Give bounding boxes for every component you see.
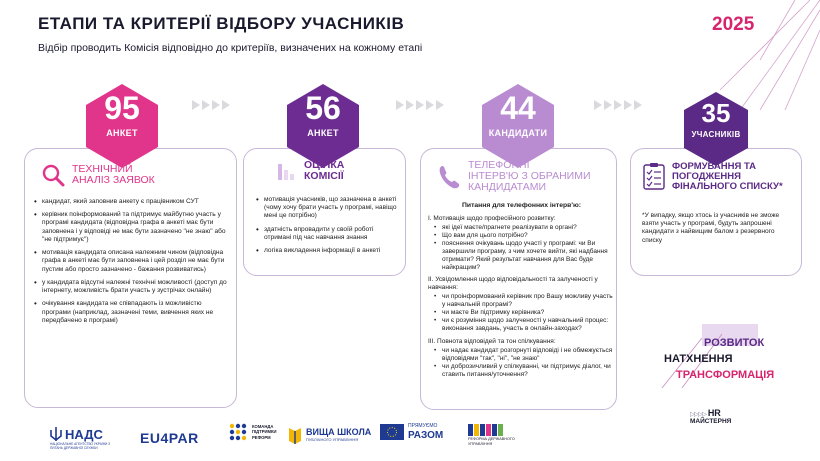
list-item: • у кандидата відсутні належні технічні можливості (доступ до інтернету, можливість брати участь у зустрічах онлайн) [34,279,230,295]
stage-4-header [642,162,783,192]
stage-2-count: 56 [305,90,341,126]
list-item: • мотивація учасників, що зазначена в анкеті (чому хочу брати участь у програмі, навіщо мені це потрібно) [256,196,402,221]
list-item: • чи маєте Ви підтримку керівника? [428,309,614,317]
arrow-3-4 [594,100,642,110]
stage-4-unit: УЧАСНИКІВ [691,130,741,139]
section-heading: II. Усвідомлення щодо відповідальності та залученості у навчання: [428,276,598,292]
page-title: ЕТАПИ ТА КРИТЕРІЇ ВІДБОРУ УЧАСНИКІВ [38,14,405,33]
reform-logo: РЕФОРМА ДЕРЖАВНОГО УПРАВЛІННЯ [468,424,515,446]
eu-flag-icon [380,424,404,440]
team-reform-logo: КОМАНДА ПІДТРИМКИ РЕФОРМ [228,422,277,442]
stage-4-title: ФОРМУВАННЯ ТА ПОГОДЖЕННЯ ФІНАЛЬНОГО СПИСКУ* [672,161,783,192]
stage-4-hexagon [682,90,750,168]
checklist-icon [642,163,666,191]
hr-workshop-badge: ▷▷▷▷ HR МАЙСТЕРНЯ [690,408,732,425]
list-item: • очікування кандидата не співпадають із можливістю програми (наприклад, зазначені теми, вивчення яких не передбачено в програмі) [34,300,230,325]
section-heading: III. Повнота відповідей та тон спілкування: [428,337,556,345]
partner-logos [0,420,820,460]
stage-3-hexagon [480,82,556,170]
eu4par-logo: EU4PAR [140,430,199,446]
stage-1-title: ТЕХНІЧНИЙ АНАЛІЗ ЗАЯВОК [72,162,155,186]
list-item: • які ідеї маєте/прагнете реалізувати в органі? [428,224,614,232]
stage-2-criteria [256,196,402,260]
book-icon [288,426,302,444]
magnifier-icon [40,162,66,188]
arrow-2-3 [396,100,444,110]
stage-4-count: 35 [701,98,731,128]
year-label: 2025 [712,14,755,35]
phone-icon [436,163,462,191]
stage-1-criteria [34,198,230,330]
tagline: РОЗВИТОК НАТХНЕННЯ ТРАНСФОРМАЦІЯ [664,337,775,381]
list-item: • логіка викладення інформації в анкеті [256,247,402,255]
stage-1-header [40,162,155,188]
stage-3-unit: КАНДИДАТИ [488,128,548,138]
nads-logo: НАДС НАЦІОНАЛЬНЕ АГЕНТСТВО УКРАЇНИ З ПИТАНЬ ДЕРЖАВНОЇ СЛУЖБИ [50,426,111,450]
trident-icon [50,426,62,442]
questions-heading: Питання для телефонних інтерв'ю: [462,202,582,209]
bar-chart-icon [276,160,298,182]
arrow-1-2 [192,100,230,110]
list-item: • Що вам для цього потрібно? [428,232,614,240]
stage-3-header [436,160,591,193]
questions-list [428,213,614,384]
stage-1-unit: АНКЕТ [106,128,138,138]
list-item: • чи доброзичливий у спілкуванні, чи підтримує діалог, чи ставить питання/уточнення? [428,363,614,379]
section-heading: I. Мотивація щодо професійного розвитку: [428,215,556,222]
vsha-logo: ВИЩА ШКОЛА ПУБЛІЧНОГО УПРАВЛІННЯ [288,426,371,444]
stage-1-hexagon [84,82,160,170]
list-item: • здатність впровадити у своїй роботі отримані під час навчання знання [256,226,402,242]
stage-2-title: ОЦІНКА КОМІСІЇ [304,159,345,183]
list-item: • пояснення очікувань щодо участі у програмі: чи Ви завершили програму, з чим хочете вийти, які надбання отримати? Який результат навчання для Вас буде найкращим? [428,240,614,272]
stage-2-unit: АНКЕТ [307,128,339,138]
razom-logo: ПРЯМУЄМО РАЗОМ [380,424,443,441]
page-subtitle: Відбір проводить Комісія відповідно до критеріїв, визначених на кожному етапі [38,42,423,54]
list-item: • кандидат, який заповнив анкету є працівником СУТ [34,198,230,206]
stage-3-count: 44 [500,90,536,126]
dots-icon [228,422,248,442]
stage-1-count: 95 [104,90,140,126]
stage-2-hexagon [285,82,361,170]
list-item: • керівник поінформований та підтримує майбутню участь у програмі кандидата (відповідна графа в анкеті має бути заповнена і у відповіді не має бути зазначено "не знаю" або "не підтримує") [34,211,230,244]
list-item: • мотивація кандидата описана належним чином (відповідна графа в анкеті має бути заповнена і цей розділ не має бути пустим або просто зазначено - бажання розвиватись) [34,249,230,274]
stage-4-note: *У випадку, якщо хтось із учасників не зможе взяти участь у програмі, будуть запрошені кандидати з найвищим балом з резервного списку [642,212,780,244]
stage-3-title: ТЕЛЕФОННІ ІНТЕРВ'Ю З ОБРАНИМИ КАНДИДАТАМИ [468,159,591,194]
list-item: • чи надає кандидат розгорнуті відповіді і не обмежується відповідями "так", "ні", "не знаю" [428,347,614,363]
list-item: • чи проінформований керівник про Вашу можливу участь у навчальній програмі? [428,293,614,309]
stage-2-header [276,160,344,182]
list-item: • чи є розуміння щодо залученості у навчальний процес: виконання завдань, участь в онлайн-заходах? [428,317,614,333]
